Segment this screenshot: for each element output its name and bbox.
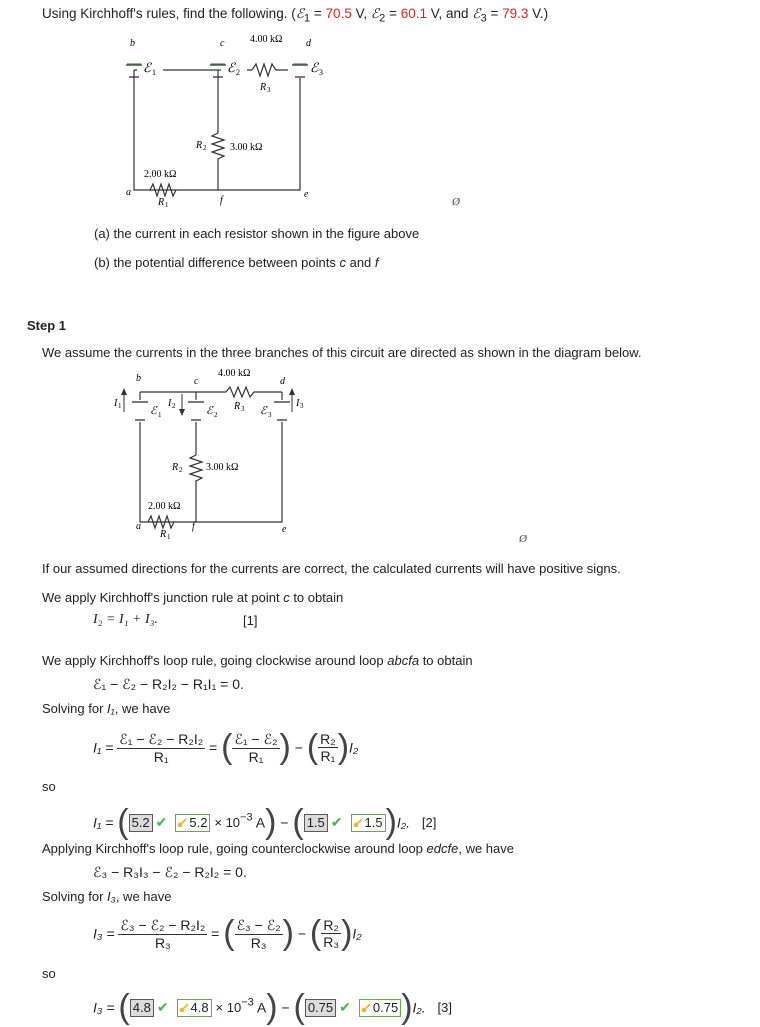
formula-i1-num3: R₂ (320, 731, 336, 747)
i3-coef-answer (177, 999, 212, 1017)
part-b (94, 255, 379, 270)
formula-i3-num3: R₂ (321, 917, 341, 934)
result-i3-tail: I₂. (412, 999, 426, 1016)
r2-value-2: 3.00 kΩ (206, 462, 239, 473)
i3-times: × 10 (215, 1000, 242, 1015)
formula-i3-frac3 (321, 917, 341, 950)
if-text: If our assumed directions for the currents are correct, the calculated currents will have positive signs. (42, 561, 621, 576)
emf2-label: ℰ (227, 60, 235, 75)
emf1-eq: = (310, 6, 326, 21)
formula-i1-frac2 (232, 731, 279, 765)
key-icon (177, 818, 187, 828)
r1-label: R (158, 197, 165, 208)
solve2-text (42, 889, 171, 904)
formula-i1-den: R₁ (153, 748, 169, 765)
i3-ratio-answer (359, 999, 401, 1017)
formula-i3-frac2 (235, 917, 283, 951)
emf3-label: ℰ (310, 60, 318, 75)
i3-exp: −3 (241, 996, 254, 1009)
check-icon: ✔ (156, 999, 169, 1015)
node-f: f (220, 195, 223, 206)
solve1-prefix: Solving for (42, 701, 108, 716)
key-icon (353, 818, 363, 828)
result-i1-tail: I₂. (396, 814, 411, 831)
equation-1-tag: [1] (243, 613, 258, 628)
i1-times: × 10 (214, 815, 241, 830)
result-i3: I₃ = ( 4.8 ✔ $4.8 \times 10^{-3}$ A) − ( 0.75 ✔ 0.75)I₂. [3] (93, 988, 452, 1026)
emf3-label-sub-2: 3 (268, 411, 272, 419)
solve1-suffix: , we have (114, 701, 171, 716)
solve2-suffix: , we have (115, 889, 172, 904)
problem-intro: Using Kirchhoff's rules, find the following. ( (42, 6, 296, 21)
junction-prefix: We apply Kirchhoff's junction rule at point (42, 590, 284, 605)
formula-i1-num2: ℰ₁ − ℰ₂ (234, 730, 278, 747)
info-icon-2[interactable]: Ø (519, 533, 527, 545)
formula-i1-den2: R₁ (248, 748, 264, 765)
node-a-2: a (136, 521, 141, 532)
r1-value-2: 2.00 kΩ (148, 501, 181, 512)
emf1-label-2: ℰ (150, 405, 157, 417)
key-icon (361, 1003, 371, 1013)
current-i2-label: I (168, 398, 172, 409)
formula-i1-frac (117, 731, 205, 765)
r3-value: 4.00 kΩ (250, 34, 283, 45)
r3-label-sub-2: 3 (241, 405, 245, 413)
emf3-unit: V.) (528, 6, 549, 21)
i1-exp: −3 (240, 811, 253, 824)
result-i1-tag: [2] (421, 815, 437, 830)
current-i3-label: I (296, 398, 300, 409)
loop1-text (42, 653, 473, 668)
emf3-sub: 3 (480, 12, 487, 25)
so-label-1: so (42, 779, 56, 794)
node-f-2: f (192, 521, 195, 532)
emf1-label-sub: 1 (152, 68, 156, 77)
formula-i1-den3: R₁ (320, 748, 336, 764)
key-icon (179, 1003, 189, 1013)
emf3-label-2: ℰ (260, 405, 267, 417)
formula-i3-den: R₃ (154, 934, 171, 951)
part-b-and: and (345, 255, 375, 270)
r3-value-2: 4.00 kΩ (218, 368, 251, 379)
emf1-value: 70.5 (325, 6, 352, 21)
node-b: b (130, 38, 135, 49)
problem-statement (42, 6, 548, 25)
part-b-f: f (374, 255, 379, 270)
emf2-symbol: ℰ (370, 6, 380, 21)
i1-unit: A (252, 814, 266, 831)
emf2-unit: V, and (426, 6, 473, 21)
equation-1: I₂ = I₁ + I₃. (93, 612, 158, 627)
result-i1: I₁ = ( 5.2 ✔ $5.2 \times 10^{-3}$ A) − ( 1.5 ✔ 1.5)I₂. [2] (93, 803, 437, 841)
current-i1-label: I (114, 398, 118, 409)
i3-unit: A (253, 999, 267, 1016)
formula-i1-frac3 (318, 731, 338, 764)
junction-point: c (283, 590, 290, 605)
check-icon: ✔ (330, 814, 343, 830)
formula-i1-tail: I₂ (349, 739, 359, 756)
r2-label-2: R (172, 462, 179, 473)
emf3-symbol: ℰ (472, 6, 481, 21)
formula-i3-tail: I₂ (352, 925, 362, 942)
i3-ratio-input[interactable]: 0.75 (305, 999, 336, 1017)
i1-coef-answer-value: 5.2 (189, 814, 208, 830)
current-i2-sub: 2 (172, 402, 176, 410)
r2-label: R (196, 140, 203, 151)
r2-label-sub: 2 (203, 144, 207, 152)
formula-i1-lhs: I₁ = (93, 739, 114, 756)
loop2-prefix: Applying Kirchhoff's loop rule, going counterclockwise around loop (42, 841, 427, 856)
formula-i3-num: ℰ₃ − ℰ₂ − R₂I₂ (120, 916, 206, 933)
r1-label-2: R (160, 529, 167, 540)
emf2-label-2: ℰ (206, 405, 213, 417)
check-icon: ✔ (155, 814, 168, 830)
current-i1-sub: 1 (118, 402, 122, 410)
r3-label-2: R (234, 401, 241, 412)
i3-ratio-answer-value: 0.75 (372, 999, 399, 1015)
emf1-symbol: ℰ (295, 6, 304, 21)
solve2-prefix: Solving for (42, 889, 108, 904)
assume-text: We assume the currents in the three branches of this circuit are directed as shown in the diagram below. (42, 345, 642, 360)
formula-i3-frac (118, 917, 207, 951)
loop2-name: edcfe (426, 841, 459, 856)
formula-i1: I₁ = $\frac{\text{ℰ₁ − ℰ₂ − R₂I₂}}{\text{R₁}}$ = ( $\frac{\text{ℰ₁ − ℰ₂}}{\text{R₁}}$ ) − ( $\frac{\text{R₂}}{\text{R₁}}$ )I₂ (93, 728, 359, 766)
solve1-var: I₁ (107, 701, 115, 716)
result-i1-lhs: I₁ = (93, 814, 114, 831)
r2-value: 3.00 kΩ (230, 142, 263, 153)
part-b-prefix: (b) the potential difference between points (94, 255, 340, 270)
circuit-diagram-2 (110, 362, 340, 542)
r1-value: 2.00 kΩ (144, 169, 177, 180)
node-a: a (126, 187, 131, 198)
emf2-value: 60.1 (400, 6, 427, 21)
circuit-diagram-1 (110, 30, 340, 210)
loop2-equation: ℰ₃ − R₃I₃ − ℰ₂ − R₂I₂ = 0. (93, 864, 247, 880)
i1-ratio-answer (351, 814, 386, 832)
node-c-2: c (194, 376, 199, 387)
node-c: c (220, 38, 225, 49)
check-icon: ✔ (339, 999, 351, 1015)
junction-suffix: to obtain (289, 590, 344, 605)
part-b-c: c (339, 255, 346, 270)
loop1-name: abcfa (387, 653, 420, 668)
loop1-suffix: to obtain (419, 653, 473, 668)
info-icon[interactable]: Ø (452, 196, 460, 208)
emf2-label-sub: 2 (236, 68, 240, 77)
i1-ratio-input[interactable]: 1.5 (304, 814, 328, 832)
emf1-sub: 1 (303, 12, 311, 25)
i3-coef-answer-value: 4.8 (190, 999, 209, 1015)
i1-coef-answer (175, 814, 210, 832)
emf1-label-sub-2: 1 (158, 411, 162, 419)
formula-i3-den3: R₃ (323, 934, 340, 950)
emf2-sub: 2 (379, 12, 386, 25)
emf2-label-sub-2: 2 (214, 411, 218, 419)
so-label-2: so (42, 966, 56, 981)
loop1-equation: ℰ₁ − ℰ₂ − R₂I₂ − R₁I₁ = 0. (93, 676, 244, 692)
solve1-text (42, 701, 170, 716)
r1-label-sub: 1 (165, 201, 169, 209)
node-b-2: b (136, 373, 141, 384)
emf1-label: ℰ (143, 60, 151, 75)
emf3-label-sub: 3 (319, 68, 323, 77)
r2-label-sub-2: 2 (179, 466, 183, 474)
emf1-unit: V, (351, 6, 371, 21)
formula-i1-num: ℰ₁ − ℰ₂ − R₂I₂ (119, 730, 204, 747)
node-d-2: d (280, 376, 285, 387)
loop2-text (42, 841, 514, 856)
r1-label-sub-2: 1 (167, 533, 171, 541)
solve2-var: I₃ (107, 889, 116, 904)
result-i3-tag: [3] (437, 1000, 452, 1015)
junction-text (42, 590, 343, 605)
node-e: e (304, 189, 309, 200)
loop1-prefix: We apply Kirchhoff's loop rule, going clockwise around loop (42, 653, 388, 668)
emf2-eq: = (385, 6, 401, 21)
i1-coef-input[interactable]: 5.2 (129, 814, 153, 832)
emf3-eq: = (486, 6, 503, 21)
node-d: d (306, 38, 311, 49)
r3-label-sub: 3 (267, 86, 271, 94)
step-title: Step 1 (27, 318, 67, 333)
loop2-suffix: , we have (458, 841, 514, 856)
current-i3-sub: 3 (300, 402, 304, 410)
i1-ratio-answer-value: 1.5 (364, 814, 383, 830)
i3-coef-input[interactable]: 4.8 (130, 999, 154, 1017)
formula-i3-den2: R₃ (250, 934, 267, 951)
r3-label: R (260, 82, 267, 93)
emf3-value: 79.3 (502, 6, 529, 21)
formula-i3-num2: ℰ₃ − ℰ₂ (236, 916, 281, 933)
result-i3-lhs: I₃ = (93, 999, 115, 1016)
node-e-2: e (282, 524, 287, 535)
formula-i3: I₃ = $\frac{\text{ℰ₃ − ℰ₂ − R₂I₂}}{\text{R₃}}$ = ( $\frac{\text{ℰ₃ − ℰ₂}}{\text{R₃}}$ ) − ( $\frac{\text{R₂}}{\text{R₃}}$ )I₂ (93, 914, 362, 952)
formula-i3-lhs: I₃ = (93, 925, 115, 942)
part-a: (a) the current in each resistor shown in the figure above (94, 226, 420, 241)
